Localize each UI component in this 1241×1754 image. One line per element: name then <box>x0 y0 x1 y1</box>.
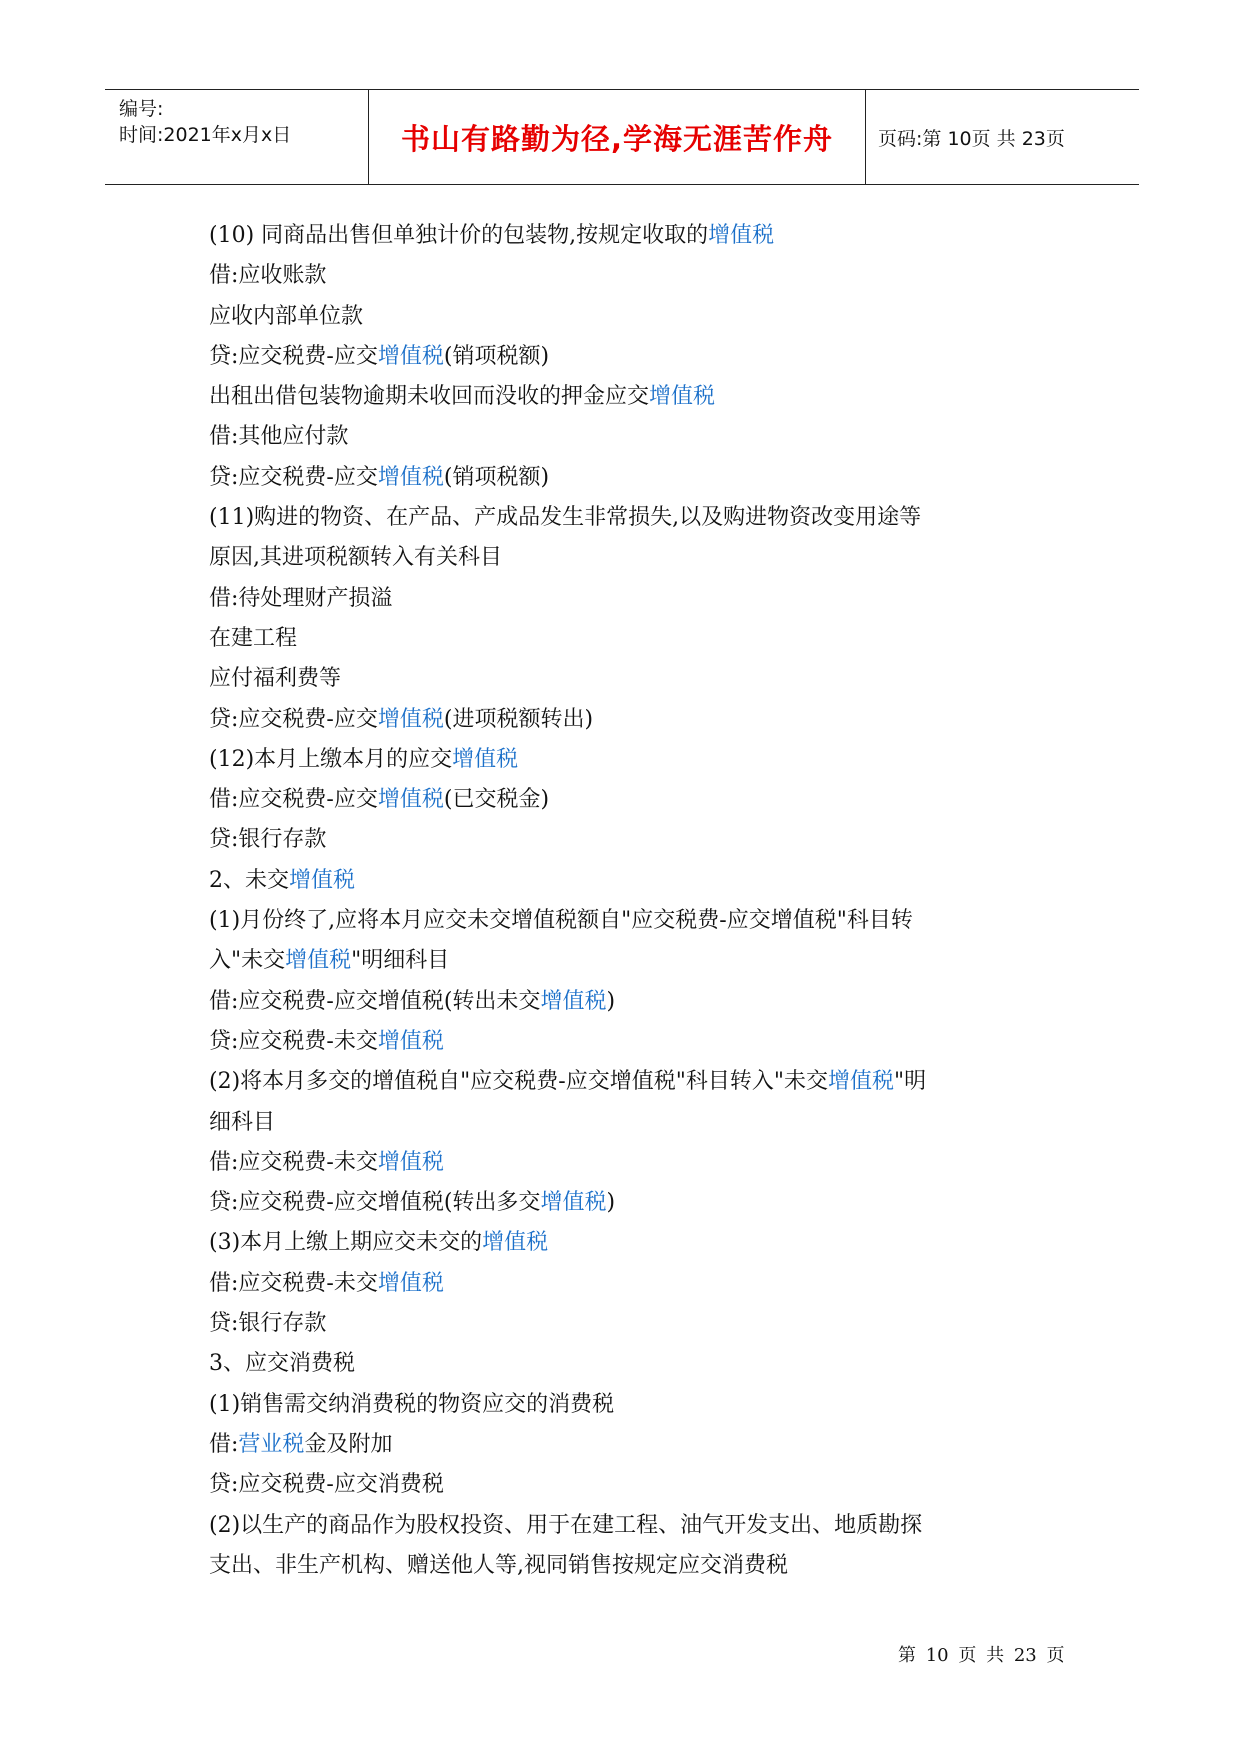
text-segment: 贷:应交税费-应交 <box>209 464 378 490</box>
text-line <box>209 1264 1069 1304</box>
text-line <box>209 1103 1069 1143</box>
text-segment: 借:应交税费-未交 <box>209 1149 378 1175</box>
text-line <box>209 1304 1069 1344</box>
header-motto-cell <box>368 90 866 184</box>
text-segment: 贷:应交税费-应交增值税(转出多交 <box>209 1190 541 1216</box>
text-segment: 入"未交 <box>209 948 286 974</box>
text-line <box>209 901 1069 941</box>
text-segment: (2)将本月多交的增值税自"应交税费-应交增值税"科目转入"未交 <box>209 1069 828 1095</box>
text-segment: "明细科目 <box>351 948 450 974</box>
text-line <box>209 337 1069 377</box>
text-line <box>209 780 1069 820</box>
text-segment: 贷:应交税费-应交 <box>209 343 378 369</box>
header-page-info-cell <box>866 90 1139 184</box>
text-segment: 金及附加 <box>304 1431 393 1457</box>
text-segment: (12)本月上缴本月的应交 <box>209 746 453 772</box>
text-segment: 在建工程 <box>209 625 298 651</box>
text-segment: (2)以生产的商品作为股权投资、用于在建工程、油气开发支出、地质勘探 <box>209 1512 923 1538</box>
keyword-link[interactable]: 增值税 <box>540 988 607 1014</box>
text-line <box>209 820 1069 860</box>
text-segment: 应付福利费等 <box>209 666 342 692</box>
text-segment: 3、应交消费税 <box>209 1351 355 1377</box>
text-segment: 借: <box>209 1431 239 1457</box>
text-line <box>209 700 1069 740</box>
text-segment: (11)购进的物资、在产品、产成品发生非常损失,以及购进物资改变用途等 <box>209 505 922 531</box>
text-segment: 贷:应交税费-未交 <box>209 1028 378 1054</box>
footer-page-word: 页 <box>958 1645 977 1666</box>
text-segment: (已交税金) <box>443 787 550 813</box>
text-line <box>209 619 1069 659</box>
text-segment: "明 <box>893 1069 927 1095</box>
text-line <box>209 740 1069 780</box>
text-line <box>209 538 1069 578</box>
text-segment: (进项税额转出) <box>443 706 594 732</box>
keyword-link[interactable]: 增值税 <box>377 1149 444 1175</box>
text-segment: 借:其他应付款 <box>209 424 349 450</box>
text-line <box>209 659 1069 699</box>
text-segment: 借:应交税费-应交增值税(转出未交 <box>209 988 541 1014</box>
text-segment: 支出、非生产机构、赠送他人等,视同销售按规定应交消费税 <box>209 1552 788 1578</box>
keyword-link[interactable]: 增值税 <box>377 464 444 490</box>
time-label: 时间:2021年x月x日 <box>119 124 292 146</box>
text-segment: 细科目 <box>209 1109 276 1135</box>
text-segment: (销项税额) <box>443 343 550 369</box>
text-line <box>209 1223 1069 1263</box>
text-line <box>209 1143 1069 1183</box>
motto: 书山有路勤为径,学海无涯苦作舟 <box>400 121 834 156</box>
document-body <box>209 216 1069 1586</box>
keyword-link[interactable]: 增值税 <box>377 1028 444 1054</box>
keyword-link[interactable]: 增值税 <box>482 1230 549 1256</box>
text-line <box>209 1022 1069 1062</box>
footer-prefix: 第 <box>898 1645 916 1666</box>
header-meta <box>105 90 368 184</box>
text-segment: 贷:银行存款 <box>209 827 327 853</box>
text-line <box>209 1344 1069 1384</box>
keyword-link[interactable]: 增值税 <box>377 787 444 813</box>
text-line <box>209 377 1069 417</box>
keyword-link[interactable]: 增值税 <box>452 746 519 772</box>
text-segment: 2、未交 <box>209 867 289 893</box>
text-segment: 借:应交税费-应交 <box>209 787 378 813</box>
text-segment: (3)本月上缴上期应交未交的 <box>209 1230 483 1256</box>
text-segment: 借:待处理财产损溢 <box>209 585 393 611</box>
text-segment: 贷:银行存款 <box>209 1311 327 1337</box>
text-line <box>209 982 1069 1022</box>
keyword-link[interactable]: 增值税 <box>377 1270 444 1296</box>
keyword-link[interactable]: 增值税 <box>708 223 775 248</box>
text-line <box>209 861 1069 901</box>
footer-total-pages: 23 <box>1013 1645 1037 1666</box>
text-segment: 应收内部单位款 <box>209 303 364 329</box>
text-segment: 贷:应交税费-应交消费税 <box>209 1472 444 1498</box>
text-line <box>209 1506 1069 1546</box>
text-line <box>209 417 1069 457</box>
text-segment: 借:应收账款 <box>209 263 327 289</box>
serial-label: 编号: <box>119 98 164 120</box>
text-line <box>209 256 1069 296</box>
keyword-link[interactable]: 增值税 <box>377 343 444 369</box>
text-line <box>209 1183 1069 1223</box>
text-line <box>209 1425 1069 1465</box>
text-segment: (1)销售需交纳消费税的物资应交的消费税 <box>209 1391 615 1417</box>
text-line <box>209 1385 1069 1425</box>
footer-suffix: 页 <box>1046 1645 1065 1666</box>
text-segment: 出租出借包装物逾期未收回而没收的押金应交 <box>209 384 650 410</box>
text-segment: 原因,其进项税额转入有关科目 <box>209 545 502 571</box>
text-segment: ) <box>606 1190 616 1216</box>
keyword-link[interactable]: 增值税 <box>289 867 356 893</box>
text-line <box>209 941 1069 981</box>
text-line <box>209 216 1069 256</box>
text-segment: ) <box>606 988 616 1014</box>
footer-total-word: 共 <box>986 1645 1005 1666</box>
keyword-link[interactable]: 增值税 <box>649 384 716 410</box>
text-line <box>209 579 1069 619</box>
text-segment: 贷:应交税费-应交 <box>209 706 378 732</box>
page-info: 页码:第 10页 共 23页 <box>878 127 1065 150</box>
text-segment: (1)月份终了,应将本月应交未交增值税额自"应交税费-应交增值税"科目转 <box>209 908 913 934</box>
text-segment: 借:应交税费-未交 <box>209 1270 378 1296</box>
footer-current-page: 10 <box>925 1645 949 1666</box>
keyword-link[interactable]: 增值税 <box>377 706 444 732</box>
keyword-link[interactable]: 增值税 <box>540 1190 607 1216</box>
text-line <box>209 458 1069 498</box>
text-segment: (10) 同商品出售但单独计价的包装物,按规定收取的 <box>209 223 709 248</box>
page-header <box>105 89 1139 185</box>
keyword-link[interactable]: 增值税 <box>285 948 352 974</box>
text-line <box>209 297 1069 337</box>
keyword-link[interactable]: 营业税 <box>238 1431 305 1457</box>
text-line <box>209 1546 1069 1586</box>
text-segment: (销项税额) <box>443 464 550 490</box>
text-line <box>209 498 1069 538</box>
keyword-link[interactable]: 增值税 <box>827 1069 894 1095</box>
page-footer <box>898 1641 1068 1667</box>
text-line <box>209 1465 1069 1505</box>
text-line <box>209 1062 1069 1102</box>
